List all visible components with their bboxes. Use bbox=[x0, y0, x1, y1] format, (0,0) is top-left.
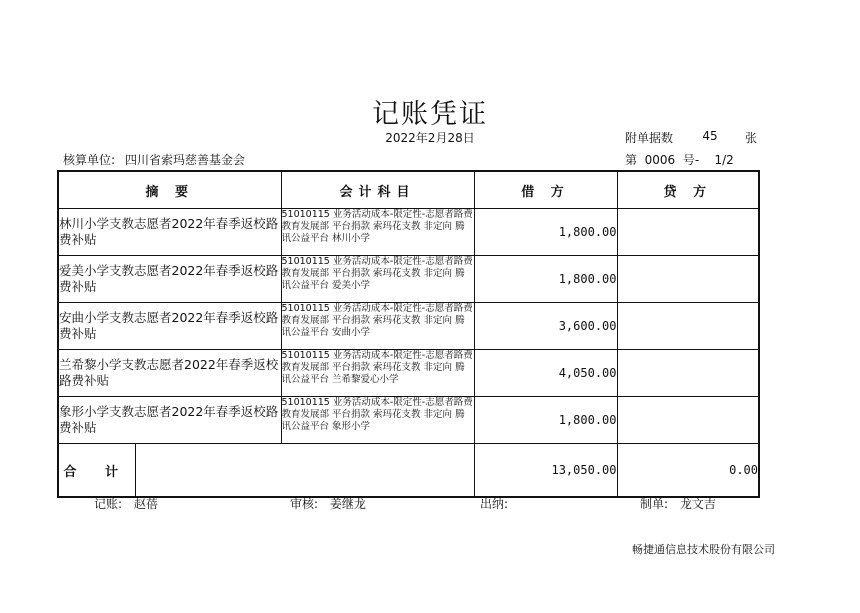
row-debit: 1,800.00 bbox=[474, 397, 617, 444]
cashier-signature bbox=[480, 495, 516, 512]
row-summary: 安曲小学支教志愿者2022年春季返校路费补贴 bbox=[58, 303, 281, 350]
table-row bbox=[58, 397, 759, 444]
preparer-label: 制单: bbox=[640, 497, 669, 511]
row-account: 51010115 业务活动成本-限定性-志愿者路费 教育发展部 平台捐款 索玛花支教 非定向 腾讯公益平台 安曲小学 bbox=[281, 303, 474, 350]
row-debit: 4,050.00 bbox=[474, 350, 617, 397]
row-summary: 林川小学支教志愿者2022年春季返校路费补贴 bbox=[58, 209, 281, 256]
voucher-number-prefix: 第 bbox=[625, 153, 638, 167]
column-header-credit: 贷 方 bbox=[617, 171, 759, 209]
row-account: 51010115 业务活动成本-限定性-志愿者路费 教育发展部 平台捐款 索玛花支教 非定向 腾讯公益平台 林川小学 bbox=[281, 209, 474, 256]
voucher-page-index: 1/2 bbox=[714, 153, 734, 167]
row-credit bbox=[617, 209, 759, 256]
total-credit: 0.00 bbox=[617, 444, 759, 498]
reviewer-name: 姜继龙 bbox=[329, 497, 366, 511]
accounting-unit bbox=[63, 151, 245, 168]
preparer-signature bbox=[640, 495, 716, 512]
row-account: 51010115 业务活动成本-限定性-志愿者路费 教育发展部 平台捐款 索玛花支教 非定向 腾讯公益平台 象形小学 bbox=[281, 397, 474, 444]
reviewer-label: 审核: bbox=[290, 497, 319, 511]
column-header-summary: 摘 要 bbox=[58, 171, 281, 209]
row-credit bbox=[617, 256, 759, 303]
table-row bbox=[58, 303, 759, 350]
row-debit: 3,600.00 bbox=[474, 303, 617, 350]
total-row bbox=[58, 444, 759, 498]
voucher-title: 记账凭证 bbox=[372, 99, 488, 130]
table-row bbox=[58, 256, 759, 303]
preparer-name: 龙文吉 bbox=[679, 497, 716, 511]
attachment-count bbox=[625, 129, 758, 146]
row-summary: 象形小学支教志愿者2022年春季返校路费补贴 bbox=[58, 397, 281, 444]
column-header-account: 会计科目 bbox=[281, 171, 474, 209]
voucher-table bbox=[57, 170, 760, 498]
row-debit: 1,800.00 bbox=[474, 256, 617, 303]
software-company: 畅捷通信息技术股份有限公司 bbox=[632, 543, 775, 556]
row-account: 51010115 业务活动成本-限定性-志愿者路费 教育发展部 平台捐款 索玛花支教 非定向 腾讯公益平台 爱美小学 bbox=[281, 256, 474, 303]
total-label: 合 计 bbox=[58, 444, 135, 498]
row-summary: 爱美小学支教志愿者2022年春季返校路费补贴 bbox=[58, 256, 281, 303]
row-summary: 兰希黎小学支教志愿者2022年春季返校路费补贴 bbox=[58, 350, 281, 397]
row-credit bbox=[617, 303, 759, 350]
row-account: 51010115 业务活动成本-限定性-志愿者路费 教育发展部 平台捐款 索玛花支教 非定向 腾讯公益平台 兰希黎爱心小学 bbox=[281, 350, 474, 397]
table-row bbox=[58, 209, 759, 256]
table-header-row bbox=[58, 171, 759, 209]
reviewer-signature bbox=[290, 495, 366, 512]
bookkeeper-label: 记账: bbox=[94, 497, 123, 511]
total-debit: 13,050.00 bbox=[474, 444, 617, 498]
accounting-unit-label: 核算单位: bbox=[63, 153, 116, 167]
voucher-date: 2022年2月28日 bbox=[385, 131, 475, 145]
attachment-unit: 张 bbox=[745, 131, 758, 145]
column-header-debit: 借 方 bbox=[474, 171, 617, 209]
voucher-number-suffix: 号- bbox=[682, 153, 700, 167]
table-row bbox=[58, 350, 759, 397]
row-credit bbox=[617, 397, 759, 444]
bookkeeper-name: 赵蓓 bbox=[133, 497, 158, 511]
accounting-unit-value: 四川省索玛慈善基金会 bbox=[125, 153, 246, 167]
row-debit: 1,800.00 bbox=[474, 209, 617, 256]
bookkeeper-signature bbox=[94, 495, 158, 512]
cashier-label: 出纳: bbox=[480, 497, 509, 511]
attachment-label: 附单据数 bbox=[625, 131, 674, 145]
voucher-number bbox=[625, 151, 734, 168]
total-empty-cell bbox=[135, 444, 474, 498]
voucher-number-value: 0006 bbox=[644, 153, 676, 167]
row-credit bbox=[617, 350, 759, 397]
attachment-number: 45 bbox=[702, 129, 718, 143]
